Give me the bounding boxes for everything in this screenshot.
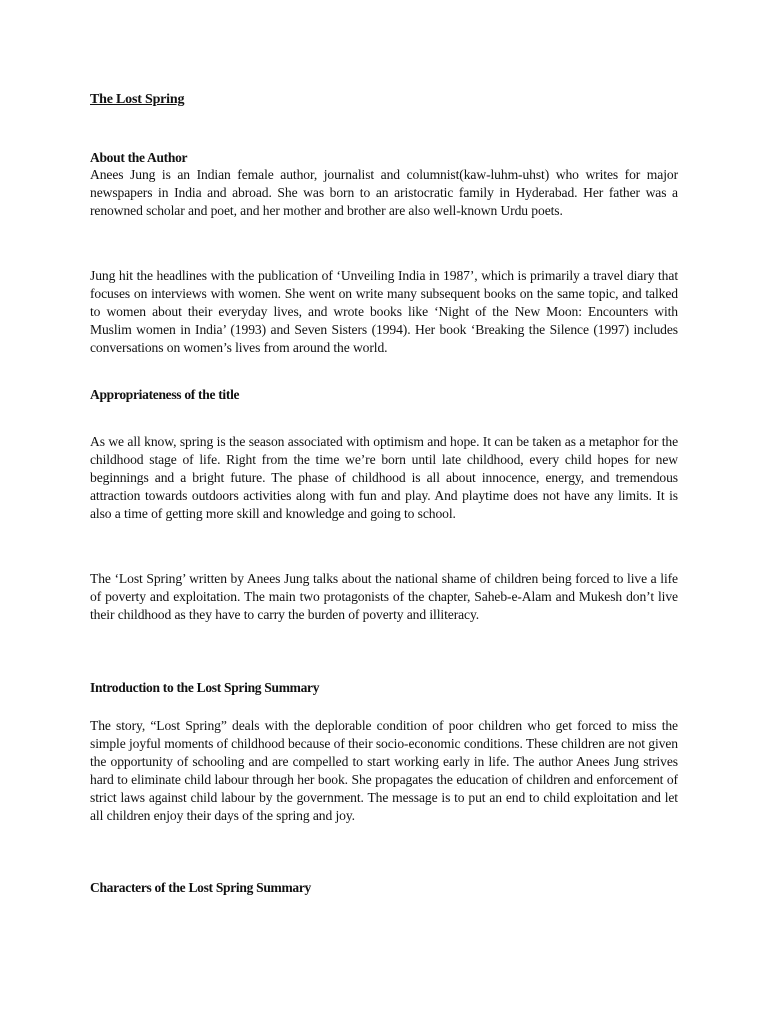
section-heading-about-author: About the Author xyxy=(90,150,188,165)
paragraph-about-author: Anees Jung is an Indian female author, journalist and columnist(kaw-luhm-uhst) who writes for major newspapers in India and abroad. She was born to an aristocratic family in Hyderabad. Her father was a renowned scholar and poet, and her mother and brother are also well-known Urdu poets. xyxy=(90,167,678,218)
section-heading-characters: Characters of the Lost Spring Summary xyxy=(90,880,312,895)
paragraph-introduction: The story, “Lost Spring” deals with the deplorable condition of poor children who get forced to miss the simple joyful moments of childhood because of their socio-economic conditions. These children are not given the opportunity of schooling and are compelled to start working early in life. The author Anees Jung strives hard to eliminate child labour through her book. She propagates the education of children and enforcement of strict laws against child labour by the government. The message is to put an end to child exploitation and let all children enjoy their days of the spring and joy. xyxy=(90,718,678,823)
section-heading-appropriateness: Appropriateness of the title xyxy=(90,387,240,402)
paragraph-jung-publications: Jung hit the headlines with the publication of ‘Unveiling India in 1987’, which is primarily a travel diary that focuses on interviews with women. She went on write many subsequent books on the same topic, and talked to women about their everyday lives, and wrote books like ‘Night of the New Moon: Encounters with Muslim women in India’ (1993) and Seven Sisters (1994). Her book ‘Breaking the Silence (1997) includes conversations on women’s lives from around the world. xyxy=(90,268,678,355)
paragraph-spring-metaphor: As we all know, spring is the season associated with optimism and hope. It can be taken as a metaphor for the childhood stage of life. Right from the time we’re born until late childhood, every child hopes for new beginnings and a bright future. The phase of childhood is all about innocence, energy, and tremendous attraction towards outdoors activities along with fun and play. And playtime does not have any limits. It is also a time of getting more skill and knowledge and going to school. xyxy=(90,434,678,521)
paragraph-lost-spring-theme: The ‘Lost Spring’ written by Anees Jung talks about the national shame of children being forced to live a life of poverty and exploitation. The main two protagonists of the chapter, Saheb-e-Alam and Mukesh don’t live their childhood as they have to carry the burden of poverty and illiteracy. xyxy=(90,571,678,622)
section-heading-introduction: Introduction to the Lost Spring Summary xyxy=(90,680,320,695)
document-title: The Lost Spring xyxy=(90,92,185,107)
